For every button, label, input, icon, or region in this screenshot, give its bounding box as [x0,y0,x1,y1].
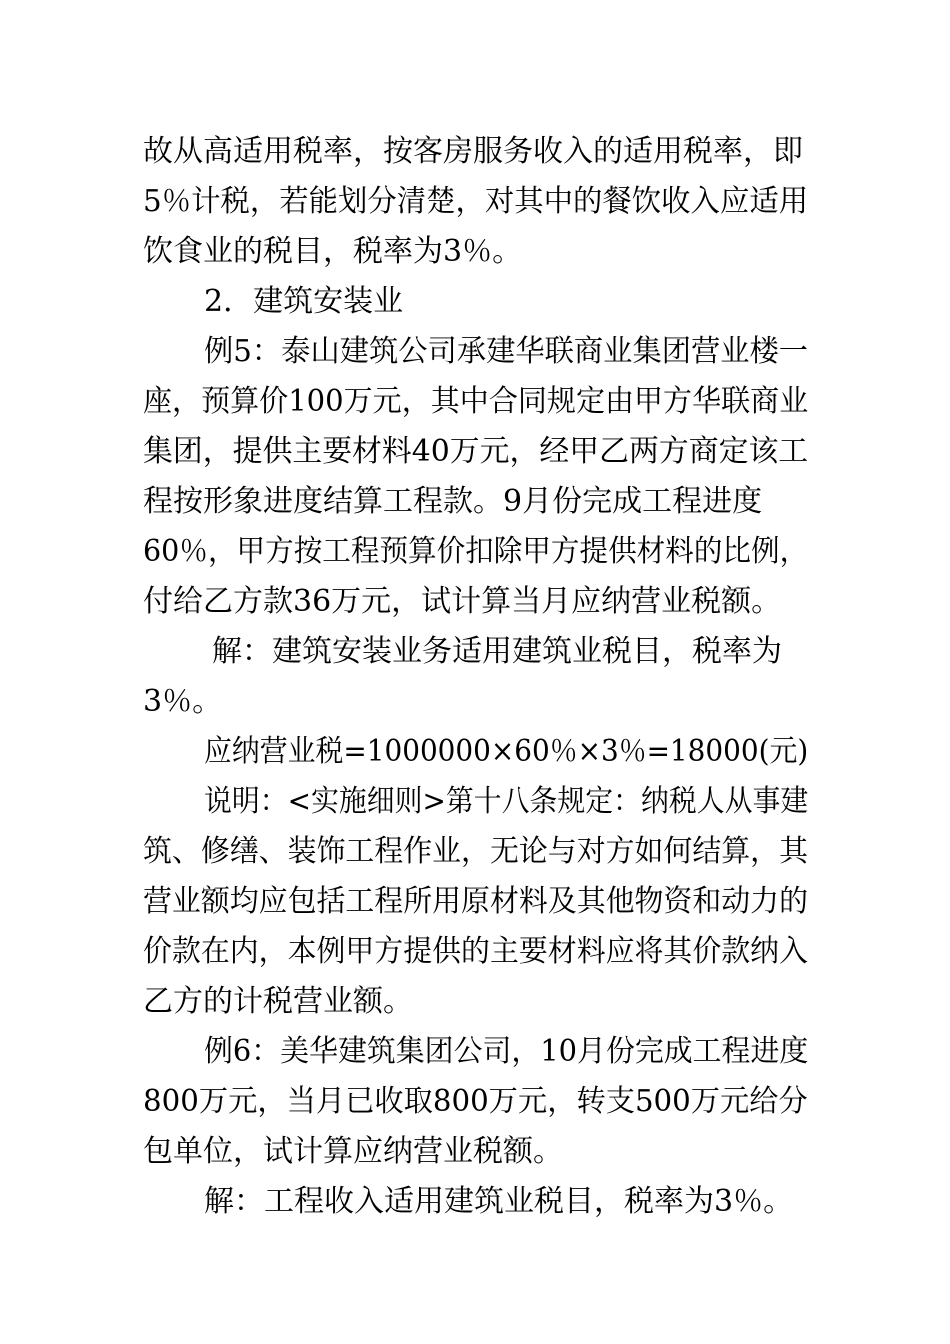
text-line: 集团，提供主要材料40万元，经甲乙两方商定该工 [143,434,809,469]
text-line: 800万元，当月已收取800万元，转支500万元给分 [143,1084,808,1119]
section-heading: 2．建筑安装业 [204,284,404,319]
text-line: 营业额均应包括工程所用原材料及其他物资和动力的 [143,884,808,919]
text-line: 座，预算价100万元，其中合同规定由甲方华联商业 [143,384,809,419]
text-line: 3％。 [143,684,223,719]
text-line: 解：工程收入适用建筑业税目，税率为3％。 [204,1184,794,1219]
text-line: 解：建筑安装业务适用建筑业税目，税率为 [212,634,782,669]
text-line: 60％，甲方按工程预算价扣除甲方提供材料的比例， [143,534,809,569]
text-line: 价款在内，本例甲方提供的主要材料应将其价款纳入 [143,934,808,969]
text-line: 筑、修缮、装饰工程作业，无论与对方如何结算，其 [143,834,808,869]
text-line: 付给乙方款36万元，试计算当月应纳营业税额。 [143,584,782,619]
text-line: 5％计税，若能划分清楚，对其中的餐饮收入应适用 [143,184,809,219]
text-line: 乙方的计税营业额。 [143,984,413,1019]
text-line: 故从高适用税率，按客房服务收入的适用税率，即 [143,134,803,169]
text-line: 说明：<实施细则>第十八条规定：纳税人从事建 [204,784,809,819]
text-line: 例5：泰山建筑公司承建华联商业集团营业楼一 [204,334,809,369]
text-line: 饮食业的税目，税率为3％。 [143,234,523,269]
formula-line: 应纳营业税=1000000×60％×3％=18000(元) [204,734,809,769]
text-line: 程按形象进度结算工程款。9月份完成工程进度 [143,484,763,519]
text-line: 例6：美华建筑集团公司，10月份完成工程进度 [204,1034,809,1069]
text-line: 包单位，试计算应纳营业税额。 [143,1134,563,1169]
